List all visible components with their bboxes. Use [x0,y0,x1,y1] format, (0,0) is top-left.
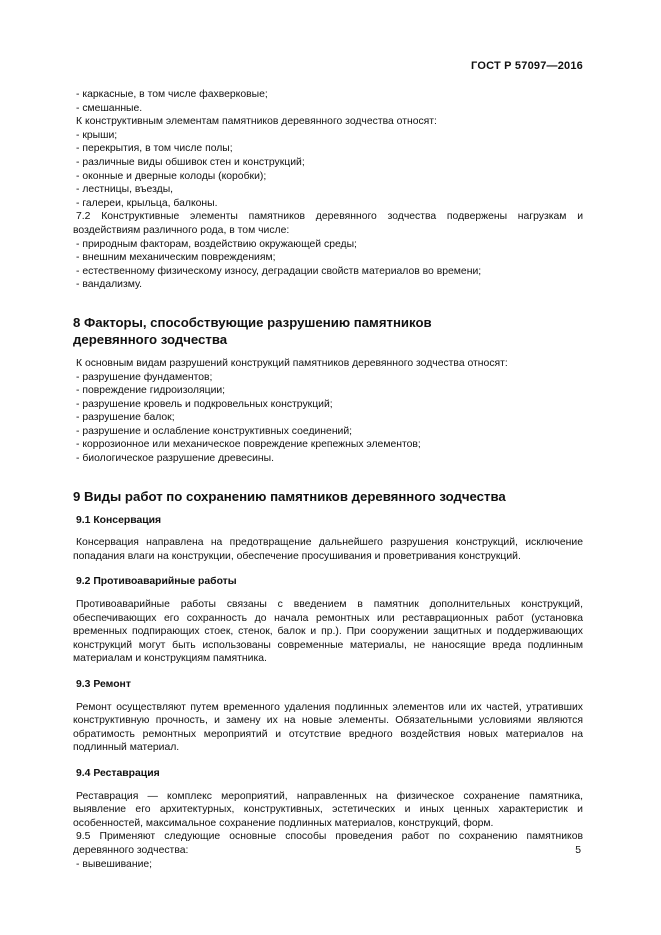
subsection-9-3-title: 9.3 Ремонт [76,679,131,690]
list-item: - разрушение фундаментов; [76,371,213,383]
subsection-9-2-title: 9.2 Противоаварийные работы [76,576,237,588]
list-item: - коррозионное или механическое повреждение крепежных элементов; [76,439,421,451]
list-item: - смешанные. [76,102,143,114]
list-item: - крыши; [76,129,118,141]
paragraph-7-2: 7.2 Конструктивные элементы памятников деревянного зодчества подвержены нагрузкам и воздействиям различного рода, в том числе: [73,211,583,236]
document-id: ГОСТ Р 57097—2016 [471,60,583,72]
subsection-9-4-title: 9.4 Реставрация [76,767,160,779]
list-item: - перекрытия, в том числе полы; [76,143,233,155]
paragraph-lead: К конструктивным элементам памятников деревянного зодчества относят: [76,116,437,128]
list-item: - лестницы, въезды, [76,184,174,196]
list-item: - галереи, крыльца, балконы. [76,197,218,209]
paragraph-9-2: Противоаварийные работы связаны с введением в памятник дополнительных конструкций, обеспечивающих его сохранность до начала ремонтных или реставрационных работ (установка временных подпирающих стоек, стенок, балок и пр.). При сооружении защитных и поддерживающих конструкций могут быть использованы современные материалы, не наносящие вреда подлинным материалам и конструкциям памятника. [73,599,583,665]
list-item: - биологическое разрушение древесины. [76,453,274,465]
list-item: - природным факторам, воздействию окружающей среды; [76,238,357,250]
paragraph-9-4: Реставрация — комплекс мероприятий, направленных на физическое сохранение памятника, выявление его архитектурных, конструктивных, эстетических и иных ценных характеристик и особенностей, максимальное сохранение подлинных материалов, конструкций, форм. [73,790,583,829]
list-item: - внешним механическим повреждениям; [76,252,276,264]
list-item: - повреждение гидроизоляции; [76,385,226,397]
list-item: - различные виды обшивок стен и конструкций; [76,156,305,168]
list-item: - разрушение балок; [76,412,175,424]
list-item: - вандализму. [76,279,143,291]
list-item: - каркасные, в том числе фахверковые; [76,89,268,100]
list-item: - разрушение кровель и подкровельных конструкций; [76,398,333,410]
paragraph-9-3: Ремонт осуществляют путем временного удаления подлинных элементов или их частей, утративших конструктивную прочность, и замену их на новые элементы. Обязательными условиями являются обратимость ремонтных мероприятий и отсутствие вредного воздействия новых материалов на подлинный материал. [73,701,583,754]
section-8-title-line1: 8 Факторы, способствующие разрушению памятников [73,314,432,330]
list-item: - разрушение и ослабление конструктивных соединений; [76,425,353,437]
paragraph-9-5: 9.5 Применяют следующие основные способы проведения работ по сохранению памятников деревянного зодчества: [73,831,583,856]
paragraph-lead: К основным видам разрушений конструкций памятников деревянного зодчества относят: [76,357,508,369]
document-body [73,88,583,871]
paragraph-9-1: Консервация направлена на предотвращение дальнейшего разрушения конструкций, исключение попадания влаги на конструкции, обеспечение просушивания и проветривания конструкций. [73,537,583,562]
section-9-title: 9 Виды работ по сохранению памятников деревянного зодчества [73,488,506,504]
list-item: - естественному физическому износу, деградации свойств материалов во времени; [76,265,482,277]
list-item: - оконные и дверные колоды (коробки); [76,170,267,182]
page-number: 5 [575,845,581,856]
list-item: - вывешивание; [76,858,153,870]
section-8-title-line2: деревянного зодчества [73,331,228,347]
subsection-9-1-title: 9.1 Консервация [76,514,162,526]
